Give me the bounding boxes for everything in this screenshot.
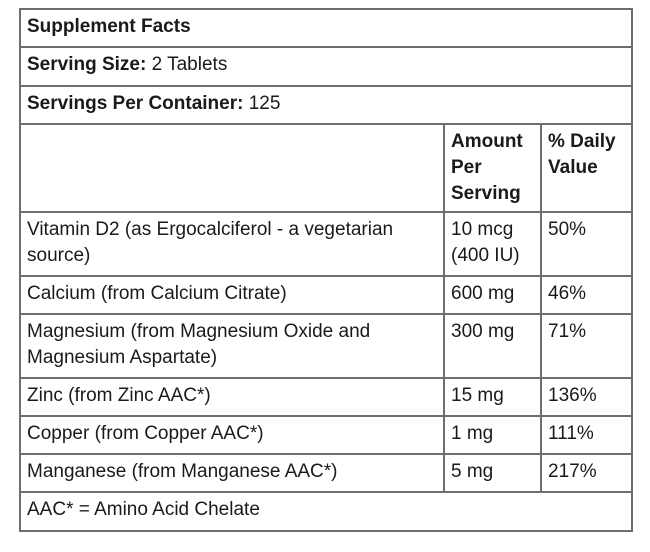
servings-per-container-cell: [20, 86, 632, 124]
nutrient-daily-value: 71%: [541, 314, 632, 378]
table-row: [20, 416, 632, 454]
nutrient-name: Zinc (from Zinc AAC*): [20, 378, 444, 416]
nutrient-daily-value: 136%: [541, 378, 632, 416]
servings-per-container-row: [20, 86, 632, 124]
nutrient-amount: 1 mg: [444, 416, 541, 454]
column-header-row: [20, 124, 632, 212]
nutrient-daily-value: 50%: [541, 212, 632, 276]
serving-size-label: Serving Size:: [27, 54, 147, 75]
nutrient-amount: 300 mg: [444, 314, 541, 378]
table-row: [20, 314, 632, 378]
table-row: [20, 378, 632, 416]
footnote-row: [20, 492, 632, 531]
footnote: AAC* = Amino Acid Chelate: [20, 492, 632, 531]
nutrient-daily-value: 46%: [541, 276, 632, 314]
nutrient-name: Magnesium (from Magnesium Oxide and Magnesium Aspartate): [20, 314, 444, 378]
nutrient-amount: 5 mg: [444, 454, 541, 492]
nutrient-name: Copper (from Copper AAC*): [20, 416, 444, 454]
daily-value-header: % Daily Value: [541, 124, 632, 212]
nutrient-amount: 600 mg: [444, 276, 541, 314]
nutrient-name: Calcium (from Calcium Citrate): [20, 276, 444, 314]
title-row: [20, 9, 632, 47]
nutrient-daily-value: 111%: [541, 416, 632, 454]
table-title: Supplement Facts: [20, 9, 632, 47]
nutrient-name: Manganese (from Manganese AAC*): [20, 454, 444, 492]
serving-size-cell: [20, 47, 632, 86]
supplement-facts-table: [19, 8, 633, 532]
nutrient-amount: 10 mcg (400 IU): [444, 212, 541, 276]
header-blank-cell: [20, 124, 444, 212]
servings-per-container-label: Servings Per Container:: [27, 93, 244, 114]
serving-size-value: 2 Tablets: [151, 54, 228, 75]
table-row: [20, 276, 632, 314]
table-row: [20, 454, 632, 492]
nutrient-daily-value: 217%: [541, 454, 632, 492]
serving-size-row: [20, 47, 632, 86]
servings-per-container-value: 125: [248, 93, 281, 114]
nutrient-amount: 15 mg: [444, 378, 541, 416]
nutrient-name: Vitamin D2 (as Ergocalciferol - a vegetarian source): [20, 212, 444, 276]
amount-per-serving-header: Amount Per Serving: [444, 124, 541, 212]
table-row: [20, 212, 632, 276]
